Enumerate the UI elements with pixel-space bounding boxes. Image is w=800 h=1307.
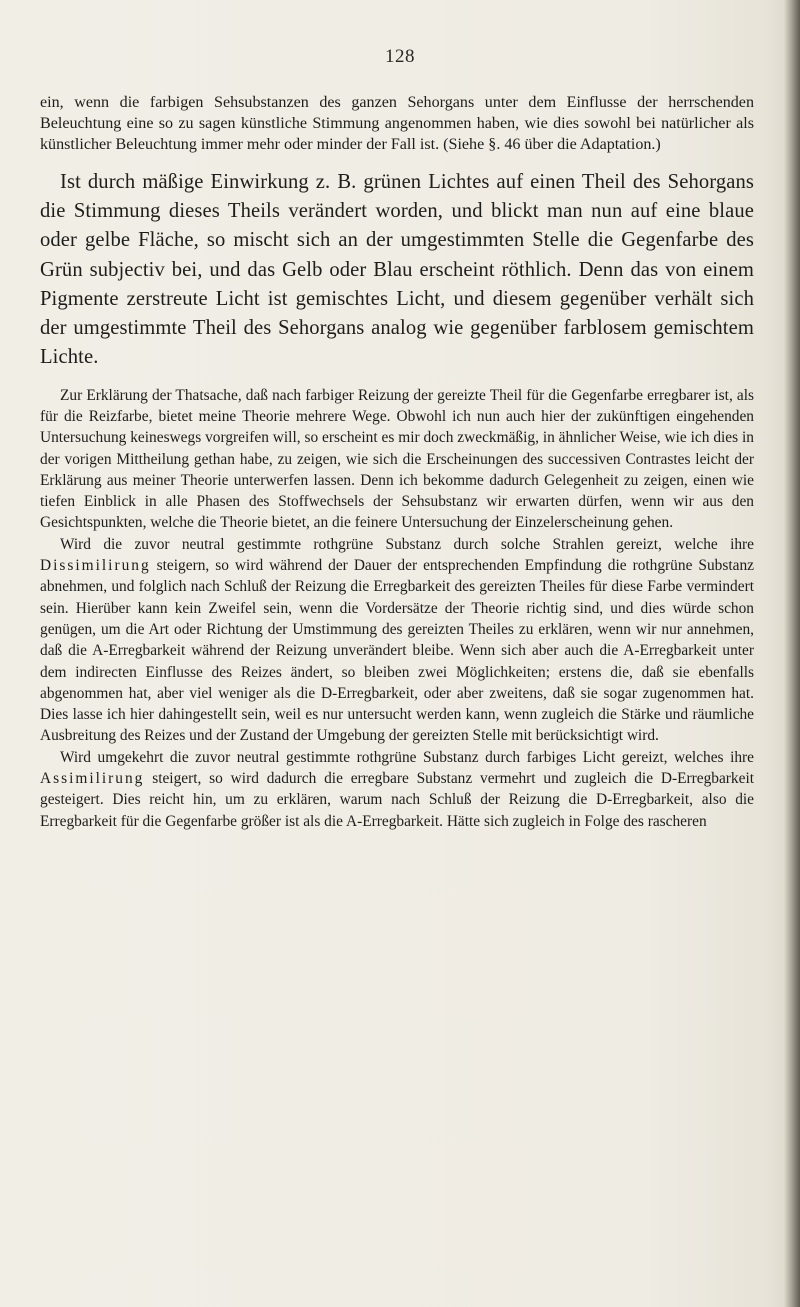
page-edge-shadow bbox=[784, 0, 800, 1307]
dissimilation-text-start: Wird die zuvor neutral gestimmte rothgrüne Substanz durch solche Strahlen gereizt, welche ihre bbox=[60, 535, 754, 553]
assimilation-text-start: Wird umgekehrt die zuvor neutral gestimmte rothgrüne Substanz durch farbiges Licht gereizt, welches ihre bbox=[60, 748, 754, 766]
main-statement-paragraph: Ist durch mäßige Einwirkung z. B. grünen Lichtes auf einen Theil des Sehorgans die Stimmung dieses Theils verändert worden, und blickt man nun auf eine blaue oder gelbe Fläche, so mischt sich an der umgestimmten Stelle die Gegenfarbe des Grün subjectiv bei, und das Gelb oder Blau erscheint röthlich. Denn das von einem Pigmente zerstreute Licht ist gemischtes Licht, und diesem gegenüber verhält sich der umgestimmte Theil des Sehorgans analog wie gegenüber farblosem gemischtem Lichte. bbox=[40, 170, 754, 369]
explanation-paragraph: Zur Erklärung der Thatsache, daß nach farbiger Reizung der gereizte Theil für die Gegenfarbe erregbarer ist, als für die Reizfarbe, bietet meine Theorie mehrere Wege. Obwohl ich nun auch hier der zukünftigen eingehenden Untersuchung keineswegs vorgreifen will, so erscheint es mir doch zweckmäßig, in ähnlicher Weise, wie ich dies in der vorigen Mittheilung gethan habe, zu zeigen, wie sich die Erscheinungen des successiven Contrastes leicht der Erklärung aus meiner Theorie unterwerfen lassen. Denn ich bekomme dadurch Gelegenheit zu zeigen, einen wie tiefen Einblick in alle Phasen des Stoffwechsels der Sehsubstanz wir erwarten dürfen, wenn wir aus den Gesichtspunkten, welche die Theorie bietet, an die feinere Untersuchung der Einzelerscheinung gehen. bbox=[40, 386, 754, 532]
dissimilation-paragraph bbox=[40, 534, 754, 747]
assimilation-paragraph bbox=[40, 747, 754, 832]
page-number: 128 bbox=[385, 46, 415, 67]
assimilation-term: Assimilirung bbox=[40, 770, 145, 788]
page-body bbox=[40, 92, 754, 832]
dissimilation-text-end: steigern, so wird während der Dauer der entsprechenden Empfindung die rothgrüne Substanz abnehmen, und folglich nach Schluß der Reizung die Erregbarkeit des gereizten Theiles für diese Farbe vermindert sein. Hierüber kann kein Zweifel sein, wenn die Vordersätze der Theorie richtig sind, und dies würde schon genügen, um die Art oder Richtung der Umstimmung des gereizten Theiles zu erklären, wenn wir nur annehmen, daß die A-Erregbarkeit während der Reizung unverändert bleibe. Wenn sich aber auch die A-Erregbarkeit unter dem indirecten Einflusse des Reizes ändert, so bleiben zwei Möglichkeiten; erstens die, daß sie ebenfalls abgenommen hat, aber viel weniger als die D-Erregbarkeit, oder aber zweitens, daß sie sogar zugenommen hat. Dies lasse ich hier dahingestellt sein, weil es nur untersucht werden kann, wenn zugleich die Stärke und räumliche Ausbreitung des Reizes und der Zustand der Umgebung der gereizten Stelle mit berücksichtigt wird. bbox=[40, 557, 754, 745]
dissimilation-term: Dissimilirung bbox=[40, 557, 151, 575]
assimilation-text-end: steigert, so wird dadurch die erregbare Substanz vermehrt und zugleich die D-Erregbarkeit gesteigert. Dies reicht hin, um zu erklären, warum nach Schluß der Reizung die D-Erregbarkeit, also die Erregbarkeit für die Gegenfarbe größer ist als die A-Erregbarkeit. Hätte sich zugleich in Folge des rascheren bbox=[40, 770, 754, 830]
intro-paragraph: ein, wenn die farbigen Sehsubstanzen des ganzen Sehorgans unter dem Einflusse der herrschenden Beleuchtung eine so zu sagen künstliche Stimmung angenommen haben, wie dies sowohl bei natürlicher als künstlicher Beleuchtung immer mehr oder minder der Fall ist. (Siehe §. 46 über die Adaptation.) bbox=[40, 94, 754, 154]
